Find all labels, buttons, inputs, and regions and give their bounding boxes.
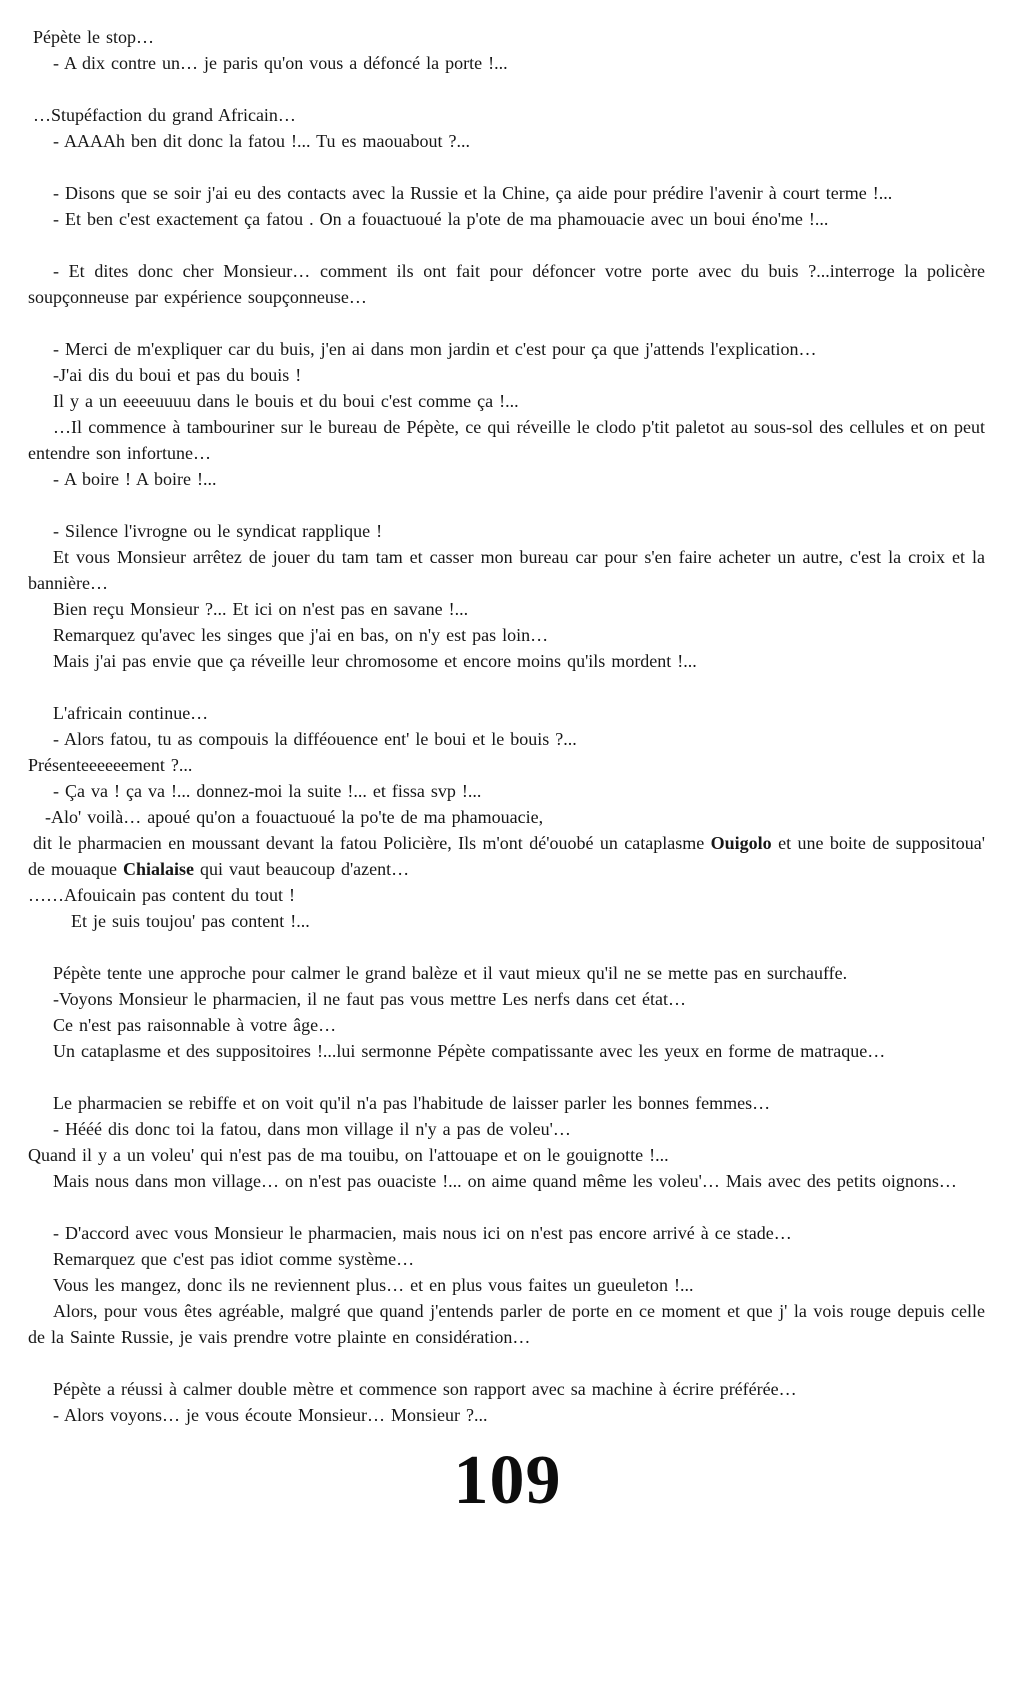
text-segment: L'africain continue… bbox=[53, 703, 209, 723]
paragraph-line bbox=[28, 1376, 985, 1402]
text-segment: -Voyons Monsieur le pharmacien, il ne faut pas vous mettre Les nerfs dans cet état… bbox=[53, 989, 686, 1009]
text-segment: - D'accord avec vous Monsieur le pharmacien, mais nous ici on n'est pas encore arrivé à ce stade… bbox=[53, 1223, 792, 1243]
paragraph-line bbox=[28, 700, 985, 726]
paragraph-line bbox=[28, 1038, 985, 1064]
paragraph-line bbox=[28, 1298, 985, 1350]
text-segment: - Ça va ! ça va !... donnez-moi la suite !... et fissa svp !... bbox=[53, 781, 482, 801]
paragraph-line bbox=[28, 1168, 985, 1194]
bold-word: Ouigolo bbox=[710, 833, 772, 853]
text-segment: Quand il y a un voleu' qui n'est pas de ma touibu, on l'attouape et on le gouignotte !... bbox=[28, 1145, 669, 1165]
text-segment: Pépète tente une approche pour calmer le grand balèze et il vaut mieux qu'il ne se mette pas en surchauffe. bbox=[53, 963, 848, 983]
text-segment: - AAAAh ben dit donc la fatou !... Tu es maouabout ?... bbox=[53, 131, 470, 151]
text-segment: - Merci de m'expliquer car du buis, j'en ai dans mon jardin et c'est pour ça que j'attends l'explication… bbox=[53, 339, 817, 359]
paragraph-line bbox=[28, 388, 985, 414]
text-segment: - Disons que se soir j'ai eu des contacts avec la Russie et la Chine, ça aide pour prédire l'avenir à court terme !... bbox=[53, 183, 893, 203]
text-segment: …Stupéfaction du grand Africain… bbox=[33, 105, 296, 125]
text-segment: -Alo' voilà… apoué qu'on a fouactuoué la po'te de ma phamouacie, bbox=[45, 807, 544, 827]
text-segment: Pépète le stop… bbox=[33, 27, 154, 47]
text-segment: Bien reçu Monsieur ?... Et ici on n'est pas en savane !... bbox=[53, 599, 469, 619]
paragraph-line bbox=[28, 1246, 985, 1272]
paragraph-line bbox=[28, 960, 985, 986]
text-segment: Remarquez que c'est pas idiot comme système… bbox=[53, 1249, 415, 1269]
paragraph-line bbox=[28, 1012, 985, 1038]
text-segment: - A boire ! A boire !... bbox=[53, 469, 217, 489]
paragraph-line bbox=[28, 466, 985, 492]
text-segment: Et je suis toujou' pas content !... bbox=[71, 911, 310, 931]
text-segment: - Et ben c'est exactement ça fatou . On a fouactuoué la p'ote de ma phamouacie avec un boui éno'me !... bbox=[53, 209, 829, 229]
text-segment: - Alors fatou, tu as compouis la difféouence ent' le boui et le bouis ?... bbox=[53, 729, 577, 749]
paragraph-line bbox=[28, 804, 985, 830]
paragraph-line bbox=[28, 752, 985, 778]
paragraph-line bbox=[28, 414, 985, 466]
paragraph-line bbox=[28, 24, 985, 50]
paragraph-line bbox=[28, 336, 985, 362]
text-segment: -J'ai dis du boui et pas du bouis ! bbox=[53, 365, 302, 385]
paragraph-line bbox=[28, 362, 985, 388]
text-segment: Vous les mangez, donc ils ne reviennent plus… et en plus vous faites un gueuleton !... bbox=[53, 1275, 694, 1295]
paragraph-line bbox=[28, 648, 985, 674]
text-segment: Mais j'ai pas envie que ça réveille leur chromosome et encore moins qu'ils mordent !... bbox=[53, 651, 697, 671]
text-segment: - Hééé dis donc toi la fatou, dans mon village il n'y a pas de voleu'… bbox=[53, 1119, 571, 1139]
text-segment: Le pharmacien se rebiffe et on voit qu'il n'a pas l'habitude de laisser parler les bonnes femmes… bbox=[53, 1093, 771, 1113]
text-segment: - Et dites donc cher Monsieur… comment ils ont fait pour défoncer votre porte avec du buis ?...interroge la policère soupçonneuse par expérience soupçonneuse… bbox=[28, 261, 985, 307]
paragraph-line bbox=[28, 102, 985, 128]
paragraph-line bbox=[28, 206, 985, 232]
paragraph-line bbox=[28, 1090, 985, 1116]
text-segment: …Il commence à tambouriner sur le bureau de Pépète, ce qui réveille le clodo p'tit paletot au sous-sol des cellules et on peut entendre son infortune… bbox=[28, 417, 985, 463]
paragraph-line bbox=[28, 518, 985, 544]
text-segment: Alors, pour vous êtes agréable, malgré que quand j'entends parler de porte en ce moment et que j' la vois rouge depuis celle de la Sainte Russie, je vais prendre votre plainte en considération… bbox=[28, 1301, 985, 1347]
bold-word: Chialaise bbox=[122, 859, 194, 879]
paragraph-line bbox=[28, 50, 985, 76]
text-segment: Mais nous dans mon village… on n'est pas ouaciste !... on aime quand même les voleu'… Mais avec des petits oignons… bbox=[53, 1171, 957, 1191]
text-segment: Il y a un eeeeuuuu dans le bouis et du boui c'est comme ça !... bbox=[53, 391, 519, 411]
paragraph-line bbox=[28, 180, 985, 206]
paragraph-line bbox=[28, 622, 985, 648]
paragraph-line bbox=[28, 1402, 985, 1428]
paragraph-line bbox=[28, 986, 985, 1012]
paragraph-line bbox=[28, 1272, 985, 1298]
paragraph-line bbox=[28, 544, 985, 596]
paragraph-line bbox=[28, 596, 985, 622]
paragraph-line bbox=[28, 726, 985, 752]
text-segment: qui vaut beaucoup d'azent… bbox=[193, 859, 410, 879]
text-segment: - A dix contre un… je paris qu'on vous a défoncé la porte !... bbox=[53, 53, 508, 73]
paragraph-line bbox=[28, 882, 985, 908]
paragraph-line bbox=[28, 778, 985, 804]
page-number: 109 bbox=[453, 1442, 562, 1519]
text-segment: Présenteeeeeement ?... bbox=[28, 755, 193, 775]
text-segment: - Alors voyons… je vous écoute Monsieur… Monsieur ?... bbox=[53, 1405, 488, 1425]
text-segment: Remarquez qu'avec les singes que j'ai en bas, on n'y est pas loin… bbox=[53, 625, 549, 645]
text-segment: - Silence l'ivrogne ou le syndicat rapplique ! bbox=[53, 521, 383, 541]
paragraph-line bbox=[28, 1142, 985, 1168]
text-segment: Ce n'est pas raisonnable à votre âge… bbox=[53, 1015, 337, 1035]
text-segment: Et vous Monsieur arrêtez de jouer du tam tam et casser mon bureau car pour s'en faire acheter un autre, c'est la croix et la bannière… bbox=[28, 547, 985, 593]
text-segment: Un cataplasme et des suppositoires !...lui sermonne Pépète compatissante avec les yeux en forme de matraque… bbox=[53, 1041, 886, 1061]
text-segment: ……Afouicain pas content du tout ! bbox=[28, 885, 295, 905]
paragraph-line bbox=[28, 258, 985, 310]
text-segment: et une boite de suppositoua' de mouaque bbox=[28, 833, 985, 879]
paragraph-line bbox=[28, 830, 985, 882]
paragraph-line bbox=[28, 128, 985, 154]
paragraph-line bbox=[28, 1220, 985, 1246]
paragraph-line bbox=[28, 908, 985, 934]
paragraph-line bbox=[28, 1116, 985, 1142]
text-segment: dit le pharmacien en moussant devant la fatou Policière, Ils m'ont dé'ouobé un cataplasme bbox=[33, 833, 711, 853]
text-segment: Pépète a réussi à calmer double mètre et commence son rapport avec sa machine à écrire préférée… bbox=[53, 1379, 797, 1399]
